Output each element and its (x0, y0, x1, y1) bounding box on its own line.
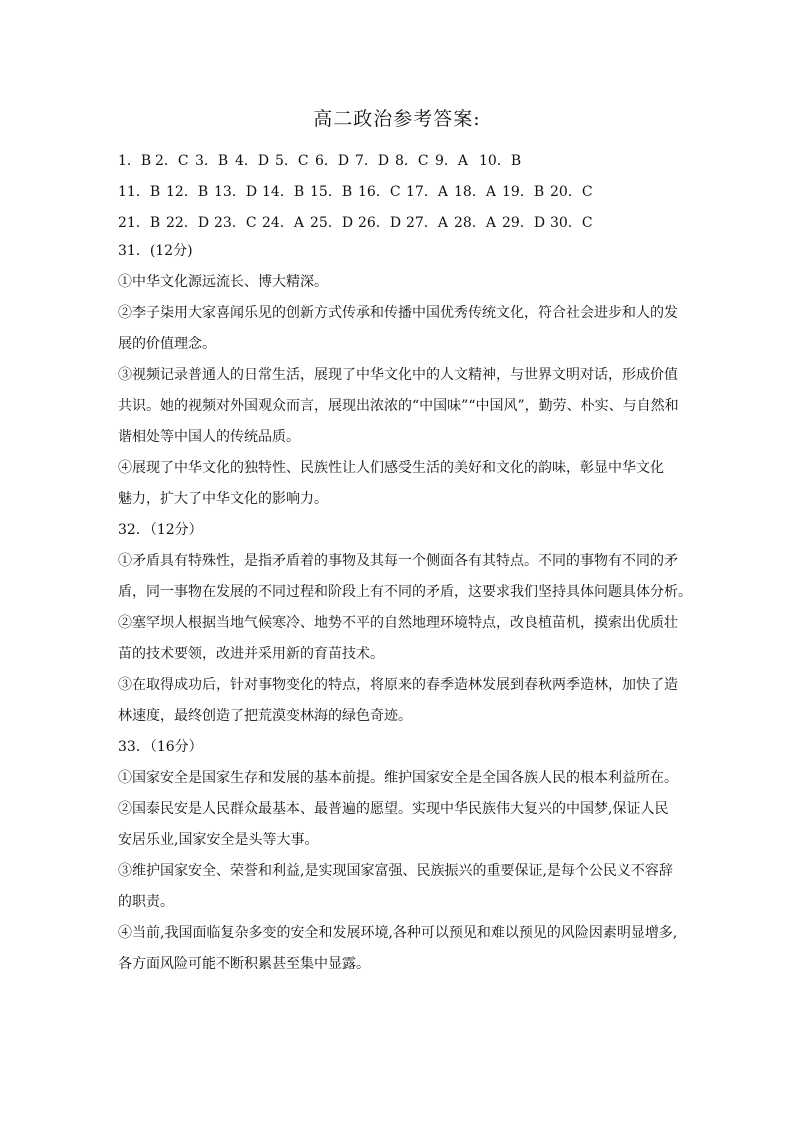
answer-item: 22．D (166, 214, 210, 231)
answer-item: 1．B (118, 152, 152, 169)
answer-item: 18．A (454, 183, 496, 200)
answer-item: 19．B (502, 183, 545, 200)
answer-line: ④当前,我国面临复杂多变的安全和发展环境,各种可以预见和难以预见的风险因素明显增多, (118, 925, 678, 941)
essay-answers (118, 236, 692, 980)
answer-item: 15．B (310, 183, 353, 200)
answer-item: 21．B (118, 214, 161, 231)
question-32-heading: 32．（12分） (118, 522, 203, 538)
answer-line: 谐相处等中国人的传统品质。 (118, 429, 300, 445)
answer-item: 6．D (315, 152, 350, 169)
answer-item: 7．D (355, 152, 390, 169)
answer-line: 共识。她的视频对外国观众而言，展现出浓浓的“中国味”“中国风”，勤劳、朴实、与自然和 (118, 398, 679, 414)
answer-row-1 (118, 144, 598, 175)
answer-line: 各方面风险可能不断积累甚至集中显露。 (118, 956, 370, 972)
answer-line: 林速度，最终创造了把荒漠变林海的绿色奇迹。 (118, 708, 412, 724)
answer-line: ②李子柒用大家喜闻乐见的创新方式传承和传播中国优秀传统文化，符合社会进步和人的发 (118, 305, 678, 321)
answer-line: ③维护国家安全、荣誉和利益,是实现国家富强、民族振兴的重要保证,是每个公民义不容辞 (118, 863, 673, 879)
answer-line: 盾，同一事物在发展的不同过程和阶段上有不同的矛盾，这要求我们坚持具体问题具体分析。 (118, 584, 692, 600)
answer-item: 16．C (358, 183, 401, 200)
page-title: 高二政治参考答案: (313, 108, 481, 130)
answer-line: 的职责。 (118, 894, 174, 910)
question-33-heading: 33．（16分） (118, 739, 203, 755)
answer-line: ③在取得成功后，针对事物变化的特点，将原来的春季造林发展到春秋两季造林，加快了造 (118, 677, 678, 693)
answer-line: 安居乐业,国家安全是头等大事。 (118, 832, 319, 848)
answer-item: 23．C (214, 214, 257, 231)
answer-item: 8．C (395, 152, 429, 169)
answer-item: 5．C (275, 152, 309, 169)
answer-item: 2．C (155, 152, 189, 169)
answer-item: 30．C (550, 214, 593, 231)
multiple-choice-answers (118, 144, 598, 237)
answer-item: 20．C (550, 183, 593, 200)
answer-line: ②塞罕坝人根据当地气候寒冷、地势不平的自然地理环境特点，改良植苗机，摸索出优质壮 (118, 615, 678, 631)
answer-row-2 (118, 175, 598, 206)
answer-row-3 (118, 206, 598, 237)
question-31-heading: 31．(12分) (118, 243, 193, 259)
answer-line: ③视频记录普通人的日常生活，展现了中华文化中的人文精神，与世界文明对话，形成价值 (118, 367, 678, 383)
answer-line: ②国泰民安是人民群众最基本、最普遍的愿望。实现中华民族伟大复兴的中国梦,保证人民 (118, 801, 669, 817)
answer-item: 28．A (454, 214, 496, 231)
answer-line: ①中华文化源远流长、博大精深。 (118, 274, 328, 290)
answer-item: 25．D (310, 214, 354, 231)
answer-line: ④展现了中华文化的独特性、民族性让人们感受生活的美好和文化的韵味，彰显中华文化 (118, 460, 664, 476)
answer-item: 14．B (262, 183, 305, 200)
answer-line: 展的价值理念。 (118, 336, 216, 352)
answer-line: ①国家安全是国家生存和发展的基本前提。维护国家安全是全国各族人民的根本利益所在。 (118, 770, 678, 786)
answer-item: 9．A (435, 152, 469, 169)
answer-line: ①矛盾具有特殊性，是指矛盾着的事物及其每一个侧面各有其特点。不同的事物有不同的矛 (118, 553, 678, 569)
answer-item: 17．A (406, 183, 448, 200)
answer-item: 10．B (479, 152, 522, 169)
answer-item: 11．B (118, 183, 161, 200)
answer-item: 27．A (406, 214, 448, 231)
answer-item: 26．D (358, 214, 402, 231)
answer-item: 13．D (214, 183, 258, 200)
answer-item: 24．A (262, 214, 304, 231)
answer-line: 苗的技术要领，改进并采用新的育苗技术。 (118, 646, 384, 662)
answer-item: 29．D (502, 214, 546, 231)
answer-line: 魅力，扩大了中华文化的影响力。 (118, 491, 328, 507)
answer-item: 3．B (195, 152, 229, 169)
answer-item: 4．D (235, 152, 270, 169)
answer-item: 12．B (166, 183, 209, 200)
